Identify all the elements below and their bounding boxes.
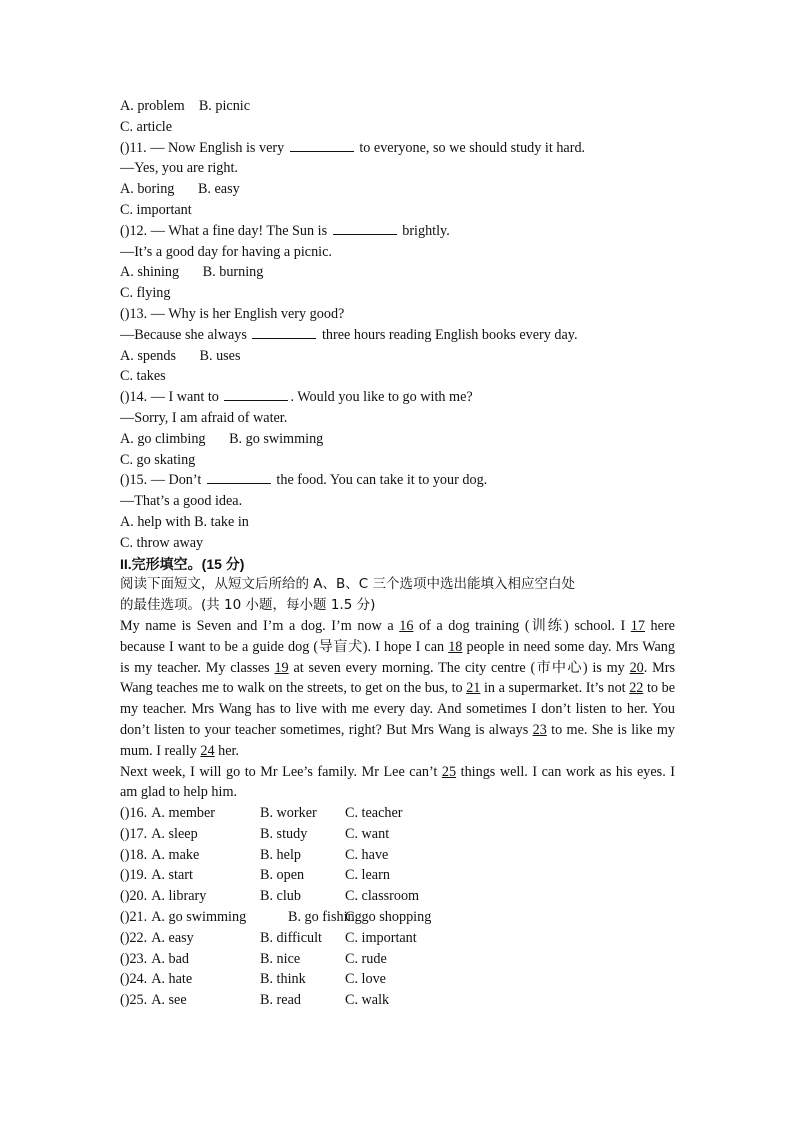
question-number: ()24. <box>120 971 148 988</box>
answer-blank <box>224 387 288 401</box>
blank-number: 18 <box>448 638 463 655</box>
cloze-option-row <box>120 803 675 824</box>
option-c: C. go skating <box>120 451 196 468</box>
blank-number: 20 <box>629 659 644 676</box>
cloze-passage-paragraph-2 <box>120 762 675 804</box>
passage-text: things well. I can work as his eyes. I am glad to help him. <box>120 763 676 801</box>
option-b: B. take in <box>194 513 249 530</box>
passage-text: Next week, I will go to Mr Lee’s family. Mr Lee can’t <box>120 763 442 780</box>
question-text: to everyone, so we should study it hard. <box>359 139 586 156</box>
question-text: — Why is her English very good? <box>150 305 345 322</box>
option-b: B. read <box>260 992 301 1009</box>
option-c: C. learn <box>345 867 390 884</box>
question-text: — Now English is very <box>150 139 285 156</box>
question-text: brightly. <box>402 222 450 239</box>
question-text: . Would you like to go with me? <box>290 389 473 406</box>
question-number-and-option-a <box>120 969 260 990</box>
option-b: B. help <box>260 846 301 863</box>
blank-number: 25 <box>441 763 457 780</box>
blank-number: 24 <box>200 742 215 759</box>
question-number-and-option-a <box>120 865 260 886</box>
option-a: A. help with <box>120 513 191 530</box>
question-number: ()16. <box>120 805 148 822</box>
reply: —It’s a good day for having a picnic. <box>120 243 332 260</box>
option-b: B. club <box>260 888 301 905</box>
option-c: C. throw away <box>120 534 204 551</box>
question-number-and-option-a <box>120 949 260 970</box>
question-number-and-option-a <box>120 990 260 1011</box>
blank-number: 23 <box>532 721 547 738</box>
option-b: B. uses <box>199 347 241 364</box>
option-b: B. open <box>260 867 305 884</box>
option-c: C. takes <box>120 368 166 385</box>
option-b: B. burning <box>202 264 264 281</box>
option-b: B. go swimming <box>229 430 324 447</box>
cloze-option-row <box>120 845 675 866</box>
passage-text: here because I want to be a guide dog (导盲犬). I hope I can <box>120 617 675 655</box>
cloze-option-row <box>120 949 675 970</box>
q13-options-ab <box>120 346 675 367</box>
passage-text: of a dog training (训练) school. I <box>413 617 631 634</box>
option-c: C. want <box>345 825 390 842</box>
question-number: ()23. <box>120 950 148 967</box>
question-number: ()14. <box>120 389 148 406</box>
question-number: ()12. <box>120 222 148 239</box>
option-a: A. member <box>151 805 216 822</box>
question-text: — What a fine day! The Sun is <box>150 222 328 239</box>
blank-number: 21 <box>466 680 481 697</box>
option-a: A. problem <box>120 98 185 114</box>
q14-options-ab <box>120 429 675 450</box>
question-text: — Don’t <box>150 472 202 489</box>
cloze-option-row <box>120 886 675 907</box>
answer-blank <box>290 138 354 152</box>
option-c: C. love <box>345 971 386 988</box>
option-a: A. bad <box>151 950 190 967</box>
blank-number: 17 <box>630 617 645 634</box>
cloze-option-row <box>120 907 675 928</box>
answer-blank <box>252 325 316 339</box>
question-number-and-option-a <box>120 886 260 907</box>
passage-text: at seven every morning. The city centre (市中心) is my <box>288 659 630 676</box>
reply-text: —Because she always <box>120 326 247 343</box>
question-number: ()17. <box>120 825 148 842</box>
option-c: C. walk <box>345 992 390 1009</box>
question-number: ()19. <box>120 867 148 884</box>
q11-options-ab <box>120 179 675 200</box>
option-a: A. sleep <box>151 825 198 842</box>
option-c: C. rude <box>345 950 387 967</box>
option-b: B. difficult <box>260 929 323 946</box>
option-a: A. see <box>151 992 187 1009</box>
reply-text: three hours reading English books every day. <box>321 326 578 343</box>
passage-text: . Mrs Wang teaches me to walk on the streets, to get on the bus, to <box>120 659 675 697</box>
option-c: C. classroom <box>345 888 420 905</box>
question-11 <box>120 138 675 159</box>
option-c: C. flying <box>120 285 171 302</box>
question-15 <box>120 470 675 491</box>
option-a: A. hate <box>151 971 193 988</box>
question-text: — I want to <box>150 389 219 406</box>
question-number: ()18. <box>120 846 148 863</box>
question-14 <box>120 387 675 408</box>
question-12 <box>120 221 675 242</box>
option-b: B. picnic <box>198 98 251 114</box>
question-number-and-option-a <box>120 824 260 845</box>
answer-blank <box>333 221 397 235</box>
question-number: ()13. <box>120 305 148 322</box>
option-c: C. teacher <box>345 805 403 822</box>
question-number: ()21. <box>120 909 148 926</box>
question-number: ()15. <box>120 472 148 489</box>
question-number: ()25. <box>120 992 148 1009</box>
passage-text: to me. She is like my mum. I really <box>120 721 675 759</box>
question-number: ()11. <box>120 139 147 156</box>
exam-content <box>120 96 675 1011</box>
reply <box>120 325 675 346</box>
option-a: A. start <box>151 867 193 884</box>
q15-options-ab <box>120 512 675 533</box>
question-number: ()20. <box>120 888 148 905</box>
cloze-option-row <box>120 824 675 845</box>
option-a: A. spends <box>120 347 176 364</box>
option-a: A. shining <box>120 264 180 281</box>
option-b: B. study <box>260 825 308 842</box>
question-number-and-option-a <box>120 928 260 949</box>
question-13 <box>120 304 675 325</box>
question-text: the food. You can take it to your dog. <box>276 472 488 489</box>
cloze-options-list <box>120 803 675 1011</box>
option-c: C. go shopping <box>345 909 432 926</box>
passage-text: to be my teacher. Mrs Wang has to live with me every day. And sometimes I don’t listen to her. You don’t listen to your teacher sometimes, right? But Mrs Wang is always <box>120 680 675 738</box>
blank-number: 19 <box>274 659 289 676</box>
question-number: ()22. <box>120 929 148 946</box>
reply: —Sorry, I am afraid of water. <box>120 409 288 426</box>
option-a: A. go swimming <box>151 909 247 926</box>
blank-number: 22 <box>629 680 644 697</box>
option-a: A. library <box>151 888 207 905</box>
cloze-passage <box>120 616 675 762</box>
answer-blank <box>207 470 271 484</box>
option-c: C. have <box>345 846 389 863</box>
option-a: A. boring <box>120 181 175 198</box>
reply: —Yes, you are right. <box>120 160 238 177</box>
blank-number: 16 <box>399 617 414 634</box>
option-b: B. go fishing <box>288 909 362 926</box>
cloze-option-row <box>120 928 675 949</box>
question-number-and-option-a <box>120 907 288 928</box>
passage-text: My name is Seven and I’m a dog. I’m now a <box>120 617 400 634</box>
reply: —That’s a good idea. <box>120 493 243 510</box>
cloze-option-row <box>120 969 675 990</box>
section-heading: II.完形填空。(15 分) <box>120 555 245 572</box>
q10-option-c: C. article <box>120 118 172 135</box>
question-number-and-option-a <box>120 803 260 824</box>
option-a: A. easy <box>151 929 194 946</box>
passage-text: people in need some day. Mrs Wang is my teacher. My classes <box>120 638 675 676</box>
option-b: B. think <box>260 971 306 988</box>
option-b: B. nice <box>260 950 301 967</box>
option-c: C. important <box>120 201 192 218</box>
option-b: B. easy <box>197 181 240 198</box>
q10-options-ab <box>120 96 675 117</box>
passage-text: her. <box>214 742 239 759</box>
option-b: B. worker <box>260 805 317 822</box>
passage-text: in a supermarket. It’s not <box>480 680 630 697</box>
question-number-and-option-a <box>120 845 260 866</box>
cloze-option-row <box>120 990 675 1011</box>
option-c: C. important <box>345 929 417 946</box>
section-instruction: 阅读下面短文，从短文后所给的 A、B、C 三个选项中选出能填入相应空白处 <box>120 576 576 593</box>
section-instruction: 的最佳选项。(共 10 小题，每小题 1.5 分) <box>120 597 376 614</box>
option-a: A. make <box>151 846 200 863</box>
q12-options-ab <box>120 262 675 283</box>
option-a: A. go climbing <box>120 430 206 447</box>
cloze-option-row <box>120 865 675 886</box>
